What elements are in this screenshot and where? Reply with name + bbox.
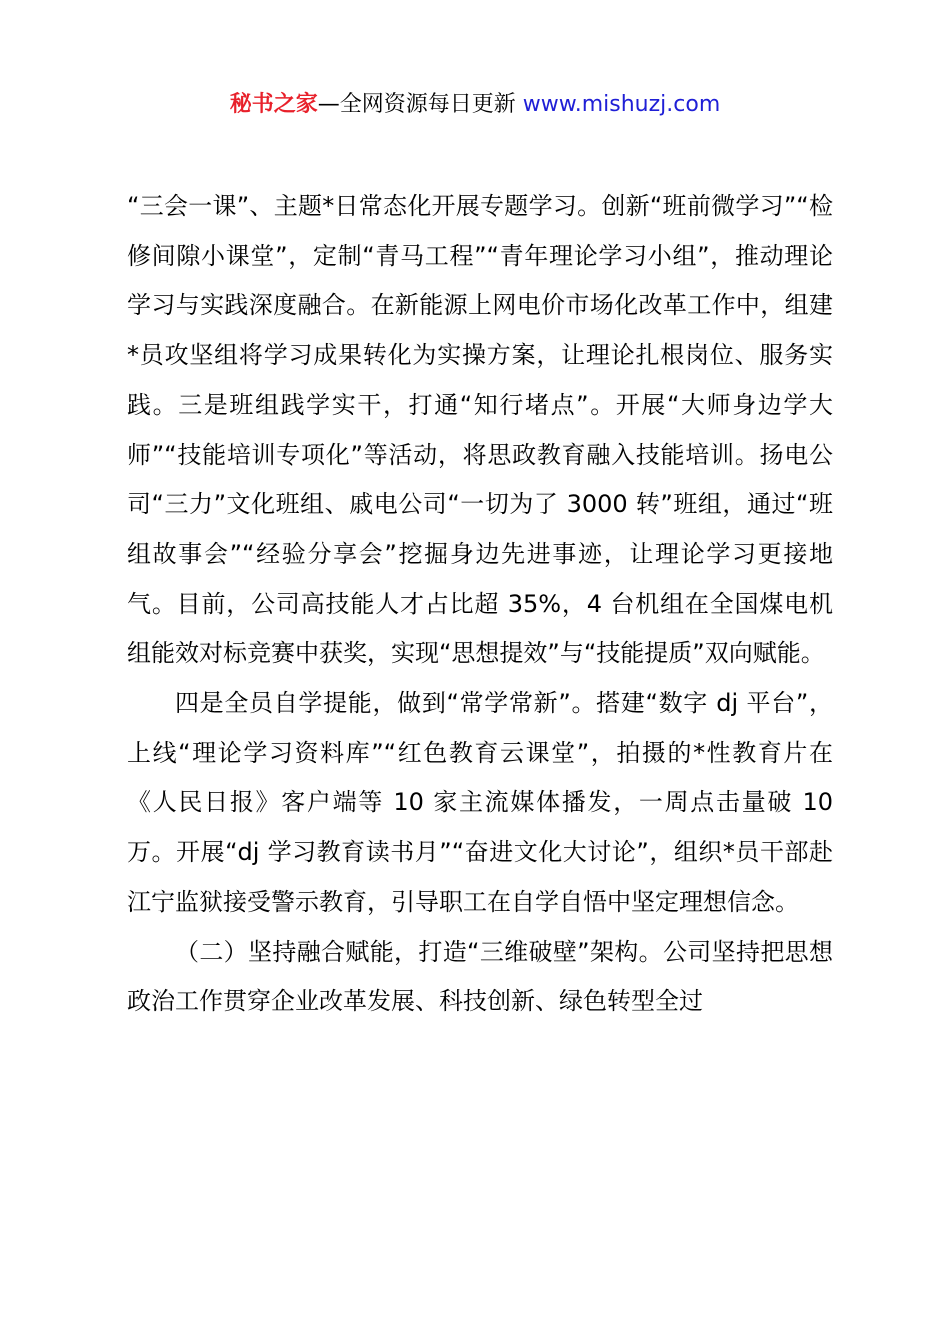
paragraph-continued: “三会一课”、主题*日常态化开展专题学习。创新“班前微学习”“检修间隙小课堂”，定制“青马工程”“青年理论学习小组”，推动理论学习与实践深度融合。在新能源上网电价市场化改革工作中，组建*员攻坚组将学习成果转化为实操方案，让理论扎根岗位、服务实践。三是班组践学实干，打通“知行堵点”。开展“大师身边学大师”“技能培训专项化”等活动，将思政教育融入技能培训。扬电公司“三力”文化班组、戚电公司“一切为了 3000 转”班组，通过“班组故事会”“经验分享会”挖掘身边先进事迹，让理论学习更接地气。目前，公司高技能人才占比超 35%，4 台机组在全国煤电机组能效对标竞赛中获奖，实现“思想提效”与“技能提质”双向赋能。 [127, 192, 833, 668]
page-header [0, 88, 950, 122]
paragraph-section-two: （二）坚持融合赋能，打造“三维破壁”架构。公司坚持把思想政治工作贯穿企业改革发展、科技创新、绿色转型全过 [127, 937, 833, 1016]
document-body [127, 182, 833, 1027]
site-url-link[interactable]: www.mishuzj.com [522, 92, 721, 117]
site-brand: 秘书之家 [229, 92, 318, 117]
paragraph-self-study: 四是全员自学提能，做到“常学常新”。搭建“数字 dj 平台”，上线“理论学习资料库”“红色教育云课堂”，拍摄的*性教育片在《人民日报》客户端等 10 家主流媒体播发，一周点击量破 10 万。开展“dj 学习教育读书月”“奋进文化大讨论”，组织*员干部赴江宁监狱接受警示教育，引导职工在自学自悟中坚定理想信念。 [127, 689, 833, 916]
site-tagline: —全网资源每日更新 [317, 92, 523, 117]
